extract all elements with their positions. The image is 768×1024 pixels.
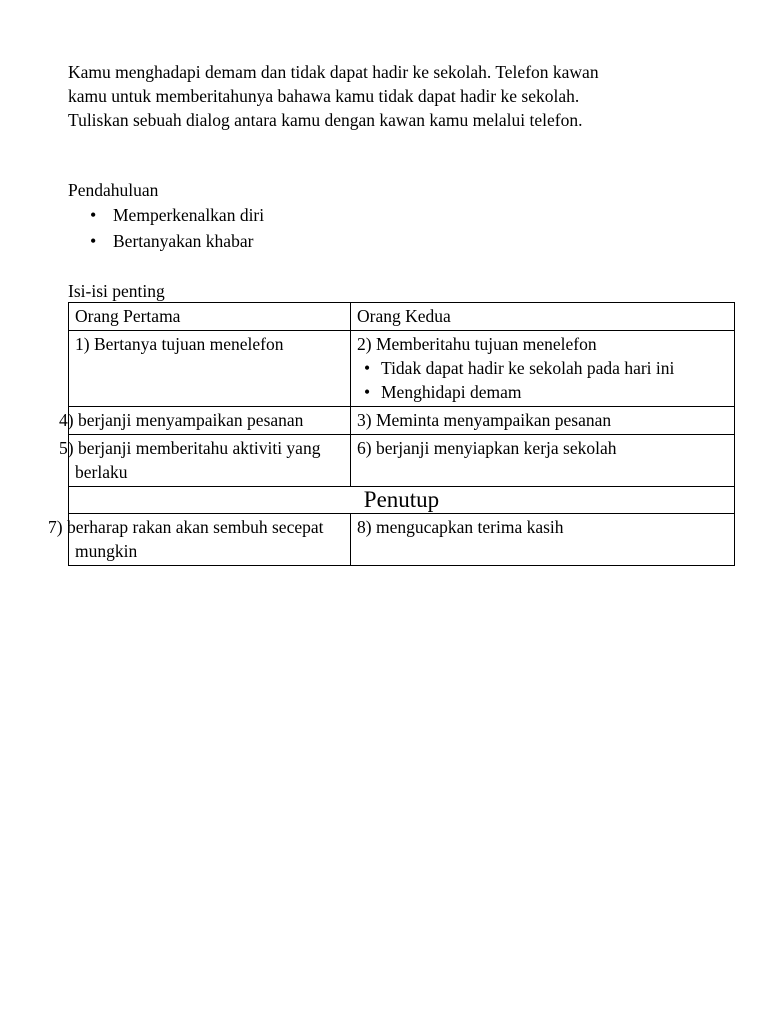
table-cell bbox=[351, 331, 735, 407]
table-cell: 5) berjanji memberitahu aktiviti yang berlaku bbox=[69, 435, 351, 487]
table-cell: 7) berharap rakan akan sembuh secepat mungkin bbox=[69, 514, 351, 566]
pendahuluan-list bbox=[68, 202, 738, 254]
instructions-paragraph bbox=[68, 60, 738, 132]
table-row bbox=[69, 514, 735, 566]
instruction-line: Tuliskan sebuah dialog antara kamu dengan kawan kamu melalui telefon. bbox=[68, 110, 583, 130]
closing-title-row bbox=[69, 487, 735, 514]
table-row bbox=[69, 407, 735, 435]
list-item: • Memperkenalkan diri bbox=[90, 202, 738, 228]
list-item: • Menghidapi demam bbox=[361, 380, 728, 404]
table-row bbox=[69, 435, 735, 487]
header-cell: Orang Pertama bbox=[69, 303, 351, 331]
list-item: • Bertanyakan khabar bbox=[90, 228, 738, 254]
table-cell: 8) mengucapkan terima kasih bbox=[351, 514, 735, 566]
table-cell: 6) berjanji menyiapkan kerja sekolah bbox=[351, 435, 735, 487]
list-item: • Tidak dapat hadir ke sekolah pada hari ini bbox=[361, 356, 728, 380]
table-cell: 3) Meminta menyampaikan pesanan bbox=[351, 407, 735, 435]
table-header-row bbox=[69, 303, 735, 331]
pendahuluan-heading: Pendahuluan bbox=[68, 180, 159, 200]
header-cell: Orang Kedua bbox=[351, 303, 735, 331]
cell-text: 2) Memberitahu tujuan menelefon bbox=[357, 334, 597, 354]
dialog-outline-table bbox=[48, 302, 735, 566]
table-cell: 4) berjanji menyampaikan pesanan bbox=[69, 407, 351, 435]
cell-bullet-list bbox=[357, 356, 728, 404]
table-row bbox=[69, 331, 735, 407]
penutup-heading: Penutup bbox=[69, 487, 735, 514]
table-cell: 1) Bertanya tujuan menelefon bbox=[69, 331, 351, 407]
instruction-line: kamu untuk memberitahunya bahawa kamu tidak dapat hadir ke sekolah. bbox=[68, 86, 580, 106]
instruction-line: Kamu menghadapi demam dan tidak dapat hadir ke sekolah. Telefon kawan bbox=[68, 62, 599, 82]
document-page bbox=[48, 60, 738, 566]
isi-heading: Isi-isi penting bbox=[68, 281, 165, 301]
